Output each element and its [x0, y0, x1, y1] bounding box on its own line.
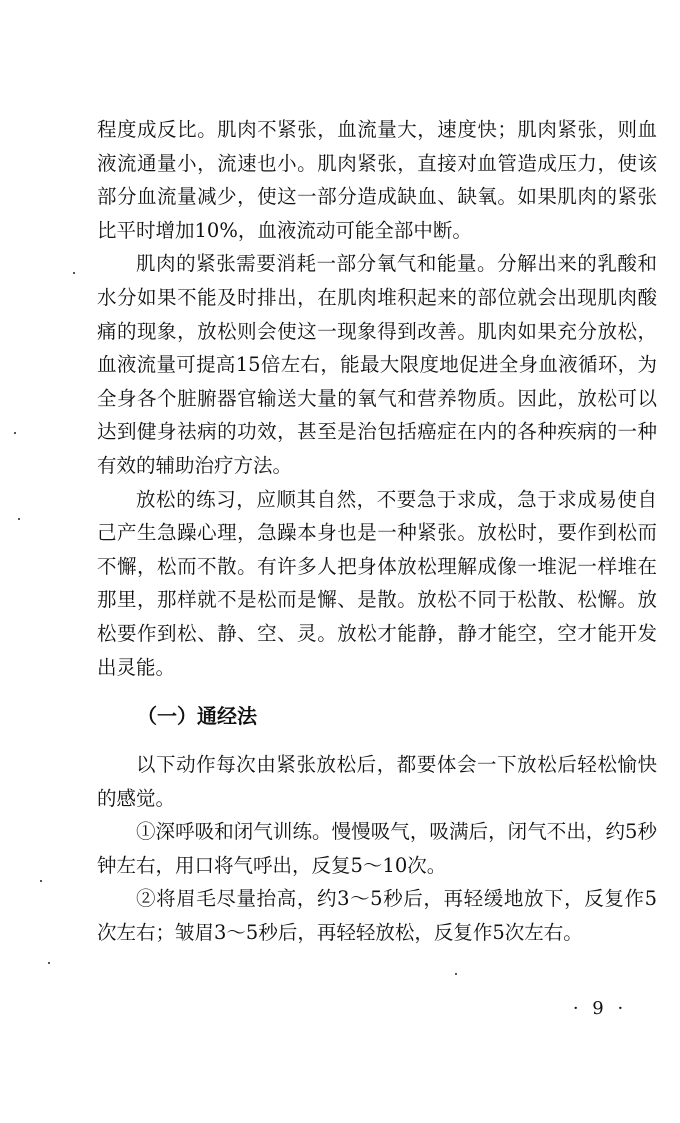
section-paragraph-1: 以下动作每次由紧张放松后，都要体会一下放松后轻松愉快的感觉。: [97, 753, 657, 810]
section-heading: （一）通经法: [137, 704, 257, 729]
scan-speck: [455, 973, 457, 975]
paragraph-3: 放松的练习，应顺其自然，不要急于求成，急于求成易使自己产生急躁心理，急躁本身也是一种紧张。放松时，要作到松而不懈，松而不散。有许多人把身体放松理解成像一堆泥一样堆在那里，那样就不是松而是懈、是散。放松不同于松散、松懈。放松要作到松、静、空、灵。放松才能静，静才能空，空才能开发出灵能。: [97, 487, 657, 679]
paragraph-1: 程度成反比。肌肉不紧张，血流量大，速度快；肌肉紧张，则血液流通量小，流速也小。肌肉紧张，直接对血管造成压力，使该部分血流量减少，使这一部分造成缺血、缺氧。如果肌肉的紧张比平时增加10%，血液流动可能全部中断。: [97, 118, 657, 242]
body-text: [97, 113, 657, 950]
scan-speck: [40, 880, 42, 882]
scan-speck: [18, 518, 20, 520]
paragraph-2: 肌肉的紧张需要消耗一部分氧气和能量。分解出来的乳酸和水分如果不能及时排出，在肌肉堆积起来的部位就会出现肌肉酸痛的现象，放松则会使这一现象得到改善。肌肉如果充分放松，血液流量可提高15倍左右，能最大限度地促进全身血液循环，为全身各个脏腑器官输送大量的氧气和营养物质。因此，放松可以达到健身祛病的功效，甚至是治包括癌症在内的各种疾病的一种有效的辅助治疗方法。: [97, 252, 657, 477]
scan-speck: [48, 962, 50, 964]
scan-speck: [73, 272, 75, 274]
scan-speck: [14, 432, 16, 434]
page-number: · 9 ·: [572, 998, 628, 1019]
section-paragraph-3: ②将眉毛尽量抬高，约3～5秒后，再轻缓地放下，反复作5次左右；皱眉3～5秒后，再轻轻放松，反复作5次左右。: [97, 887, 657, 945]
section-paragraph-2: ①深呼吸和闭气训练。慢慢吸气，吸满后，闭气不出，约5秒钟左右，用口将气呼出，反复5～10次。: [97, 820, 657, 877]
